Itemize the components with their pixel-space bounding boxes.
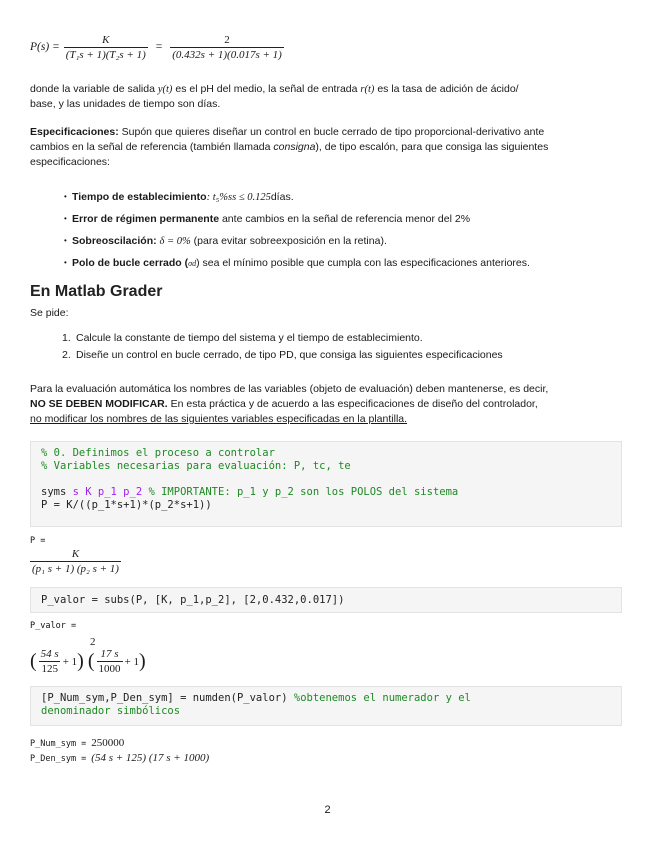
section-heading: En Matlab Grader [30, 283, 163, 300]
spec-item-overshoot [64, 230, 624, 252]
intro-text-3: es la tasa de adición de ácido/ [377, 83, 519, 95]
formula-frac1-den: (T₁s + 1)(T₂s + 1) [65, 48, 146, 61]
intro-paragraph [30, 82, 620, 112]
output-den-row [30, 752, 209, 764]
plus-one: + 1 [62, 655, 78, 668]
output-den-label: P_Den_sym = [30, 754, 87, 764]
output-frac-17 [97, 648, 123, 675]
bullet-icon: • [64, 258, 67, 267]
output-p-expression [30, 548, 121, 575]
formula-frac2-num: 2 [224, 33, 230, 46]
output-p-num: K [71, 548, 80, 560]
spec-bold: Error de régimen permanente [72, 213, 220, 225]
specs-text-1: Supón que quieres diseñar un control en bucle cerrado de tipo proporcional-derivativo ante [121, 126, 545, 138]
eval-text-1: Para la evaluación automática los nombres de las variables (objeto de evaluación) deben mantenerse, es decir, [30, 383, 549, 395]
code-line: [P_Num_sym,P_Den_sym] = numden(P_valor) [41, 692, 294, 704]
spec-item-steady-error [64, 208, 624, 230]
bullet-icon: • [64, 214, 67, 223]
se-pide-text: Se pide: [30, 307, 69, 319]
formula-fraction-1 [64, 34, 148, 61]
formula-frac1-num: K [102, 33, 110, 46]
spec-item-settling-time [64, 186, 624, 208]
output-p-fraction [30, 548, 121, 575]
transfer-function-formula [30, 30, 288, 64]
frac-den: 1000 [98, 663, 121, 675]
specs-text-2b: ), de tipo escalón, para que consiga las siguientes [315, 141, 549, 153]
evaluation-paragraph [30, 382, 620, 427]
tasks-list [62, 330, 503, 364]
output-pvalor-den: ( $\frac{54 s}{125}$ + 1 ) ( $\frac{17 s}{1000}$ + 1 ) [30, 648, 146, 675]
output-label-p: P = [30, 536, 46, 546]
code-comment: % Variables necesarias para evaluación: P, tc, te [41, 460, 351, 472]
code-block-3[interactable] [30, 686, 622, 726]
specs-consigna: consigna [273, 141, 316, 153]
bullet-icon: • [64, 236, 67, 245]
plus-one: + 1 [124, 655, 139, 668]
code-keyword: syms [41, 486, 73, 498]
output-frac-54 [39, 648, 61, 675]
eval-underline: no modificar los nombres de las siguientes variables especificadas en la plantilla. [30, 413, 408, 425]
output-num-row [30, 737, 124, 749]
code-line: P_valor = subs(P, [K, p_1,p_2], [2,0.432,0.017]) [41, 594, 345, 606]
spec-text: ante cambios en la señal de referencia menor del 2% [221, 213, 471, 225]
spec-bold: Polo de bucle cerrado ( [72, 257, 189, 269]
intro-text-2: es el pH del medio, la señal de entrada [175, 83, 358, 95]
intro-text-line2: base, y las unidades de tiempo son días. [30, 98, 221, 110]
frac-den: 125 [41, 663, 58, 675]
formula-equals: = [155, 41, 163, 53]
frac-num: 54 s [40, 648, 59, 660]
code-args: s K p_1 p_2 [72, 486, 149, 498]
spec-math: σd [188, 259, 197, 268]
task-number: 1. [62, 332, 71, 344]
specs-text-3: especificaciones: [30, 156, 110, 168]
code-block-1[interactable] [30, 441, 622, 527]
code-comment: % IMPORTANTE: p_1 y p_2 son los POLOS del sistema [148, 486, 459, 498]
bullet-icon: • [64, 192, 67, 201]
code-comment: denominador simbólicos [41, 705, 181, 717]
code-comment: %obtenemos el numerador y el [293, 692, 471, 704]
spec-math: : t₅%ss ≤ 0.125 [206, 192, 271, 203]
spec-math: δ = 0% [159, 236, 191, 247]
spec-text: días. [270, 191, 294, 203]
eval-bold: NO SE DEBEN MODIFICAR. [30, 398, 168, 410]
code-block-2[interactable] [30, 587, 622, 613]
output-label-pvalor: P_valor = [30, 621, 77, 631]
output-p-den: (p₁ s + 1) (p₂ s + 1) [32, 563, 119, 575]
task-text: Diseñe un control en bucle cerrado, de tipo PD, que consiga las siguientes especificaciones [76, 349, 503, 361]
output-pvalor-num: 2 [90, 636, 96, 648]
intro-y-symbol: y(t) [157, 84, 173, 95]
formula-fraction-2 [170, 34, 284, 61]
task-item [62, 330, 503, 347]
spec-bold: Tiempo de establecimiento [72, 191, 207, 203]
code-line: P = K/((p_1*s+1)*(p_2*s+1)) [41, 499, 212, 511]
formula-frac2-den: (0.432s + 1)(0.017s + 1) [172, 48, 282, 61]
intro-r-symbol: r(t) [360, 84, 375, 95]
task-item [62, 347, 503, 364]
specs-paragraph [30, 125, 620, 170]
task-number: 2. [62, 349, 71, 361]
spec-text: (para evitar sobreexposición en la retina). [193, 235, 387, 247]
output-num-value: 250000 [91, 737, 125, 749]
code-comment: % 0. Definimos el proceso a controlar [41, 447, 275, 459]
task-text: Calcule la constante de tiempo del sistema y el tiempo de establecimiento. [76, 332, 423, 344]
spec-item-closed-loop-pole [64, 252, 624, 274]
spec-text: ) sea el mínimo posible que cumpla con las especificaciones anteriores. [196, 257, 530, 269]
formula-lhs: P(s) = [30, 41, 60, 53]
output-num-label: P_Num_sym = [30, 739, 87, 749]
specs-list [64, 186, 624, 274]
specs-text-2a: cambios en la señal de referencia (también llamada [30, 141, 271, 153]
page-number: 2 [324, 804, 331, 816]
spec-bold: Sobreoscilación: [72, 235, 157, 247]
intro-text-1: donde la variable de salida [30, 83, 155, 95]
frac-num: 17 s [100, 648, 119, 660]
specs-label: Especificaciones: [30, 126, 119, 138]
output-den-value: (54 s + 125) (17 s + 1000) [91, 752, 210, 764]
eval-text-2: En esta práctica y de acuerdo a las especificaciones de diseño del controlador, [170, 398, 538, 410]
